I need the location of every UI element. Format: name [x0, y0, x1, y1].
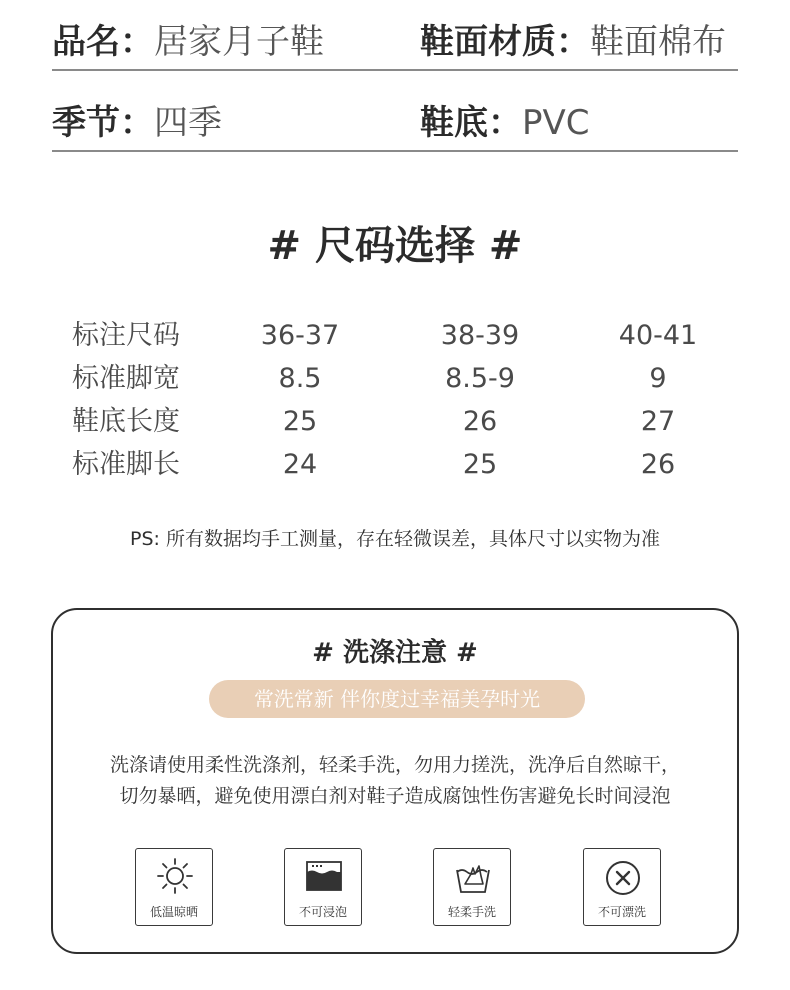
- care-slogan-badge: 常洗常新 伴你度过幸福美孕时光: [209, 680, 585, 718]
- spec-sole: [420, 103, 590, 143]
- size-section-title: # 尺码选择 #: [267, 223, 523, 269]
- table-cell: 26: [640, 449, 676, 480]
- care-icon-no-soak: [284, 848, 362, 926]
- care-title: # 洗涤注意 #: [312, 638, 478, 668]
- table-cell: 8.5-9: [445, 363, 515, 394]
- soak-tub-icon: [304, 856, 344, 896]
- table-row: [60, 318, 750, 361]
- spec-value: 居家月子鞋: [154, 22, 324, 62]
- spec-value: 四季: [154, 103, 222, 143]
- care-icon-no-bleach: [583, 848, 661, 926]
- row-label: 标准脚长: [72, 449, 180, 480]
- care-description: [53, 750, 737, 812]
- care-icon-caption: 不可漂洗: [597, 905, 646, 919]
- spec-value: 鞋面棉布: [590, 22, 726, 62]
- care-icon-low-temp-dry: [135, 848, 213, 926]
- table-row: [60, 447, 750, 490]
- table-cell: 26: [462, 406, 498, 437]
- table-cell: 27: [640, 406, 676, 437]
- table-cell: 40-41: [618, 320, 698, 351]
- no-bleach-icon: [603, 856, 643, 896]
- spec-key: 季节：: [52, 103, 154, 143]
- spec-season: [52, 103, 222, 143]
- table-cell: 38-39: [440, 320, 520, 351]
- spec-key: 鞋面材质：: [420, 22, 590, 62]
- table-cell: 24: [282, 449, 318, 480]
- spec-row-2: [52, 71, 738, 152]
- spec-product-name: [52, 22, 324, 62]
- table-cell: 9: [649, 363, 667, 394]
- care-icon-hand-wash: [433, 848, 511, 926]
- row-label: 鞋底长度: [72, 406, 180, 437]
- care-icon-caption: 低温晾晒: [149, 905, 198, 919]
- care-icons: [53, 848, 737, 928]
- table-cell: 36-37: [260, 320, 340, 351]
- table-cell: 25: [462, 449, 498, 480]
- spec-upper-material: [420, 22, 726, 62]
- table-row: [60, 361, 750, 404]
- sun-icon: [155, 856, 195, 896]
- care-icon-caption: 轻柔手洗: [447, 905, 496, 919]
- table-cell: 25: [282, 406, 318, 437]
- measurement-note: PS: 所有数据均手工测量，存在轻微误差，具体尺寸以实物为准: [130, 528, 660, 550]
- row-label: 标注尺码: [72, 320, 180, 351]
- care-description-line: 切勿暴晒，避免使用漂白剂对鞋子造成腐蚀性伤害避免长时间浸泡: [119, 785, 671, 807]
- row-label: 标准脚宽: [72, 363, 180, 394]
- hand-wash-icon: [453, 856, 493, 896]
- table-cell: 8.5: [278, 363, 322, 394]
- care-card: [51, 608, 739, 954]
- spec-key: 品名：: [52, 22, 154, 62]
- spec-value: PVC: [522, 103, 590, 143]
- table-row: [60, 404, 750, 447]
- size-table: [60, 318, 750, 490]
- care-description-line: 洗涤请使用柔性洗涤剂，轻柔手洗，勿用力搓洗，洗净后自然晾干，: [109, 754, 680, 776]
- spec-row-1: [52, 0, 738, 71]
- spec-key: 鞋底：: [420, 103, 522, 143]
- care-icon-caption: 不可浸泡: [298, 905, 347, 919]
